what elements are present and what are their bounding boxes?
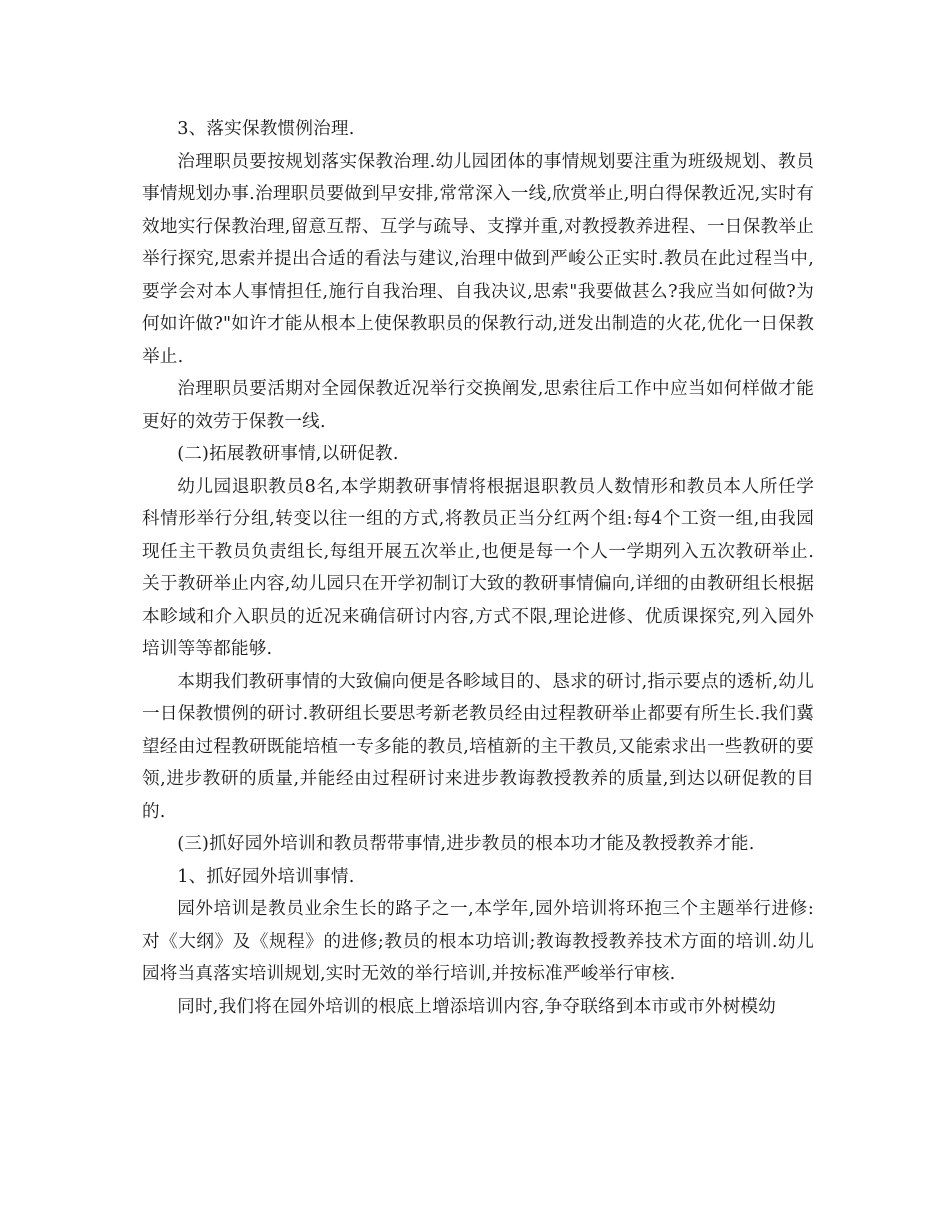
document-body	[142, 113, 814, 1023]
paragraph-3: 治理职员要活期对全园保教近况举行交换阐发,思索往后工作中应当如何样做才能更好的效劳于保教一线.	[142, 379, 814, 432]
paragraph-6: 本期我们教研事情的大致偏向便是各畛域目的、恳求的研讨,指示要点的透析,幼儿一日保教惯例的研讨.教研组长要思考新老教员经由过程教研举止都要有所生长.我们冀望经由过程教研既能培植一专多能的教员,培植新的主干教员,又能索求出一些教研的要领,进步教研的质量,并能经由过程研讨来进步教诲教授教养的质量,到达以研促教的目的.	[142, 671, 814, 822]
paragraph-9: 园外培训是教员业余生长的路子之一,本学年,园外培训将环抱三个主题举行进修:对《大纲》及《规程》的进修;教员的根本功培训;教诲教授教养技术方面的培训.幼儿园将当真落实培训规划,实时无效的举行培训,并按标准严峻举行审核.	[142, 899, 814, 984]
paragraph-4: (二)拓展教研事情,以研促教.	[177, 444, 399, 464]
paragraph-5: 幼儿园退职教员8名,本学期教研事情将根据退职教员人数情形和教员本人所任学科情形举行分组,转变以往一组的方式,将教员正当分红两个组:每4个工资一组,由我园现任主干教员负责组长,每组开展五次举止,也便是每一个人一学期列入五次教研举止.关于教研举止内容,幼儿园只在开学初制订大致的教研事情偏向,详细的由教研组长根据本畛域和介入职员的近况来确信研讨内容,方式不限,理论进修、优质课探究,列入园外培训等等都能够.	[142, 476, 814, 659]
paragraph-10: 同时,我们将在园外培训的根底上增添培训内容,争夺联络到本市或市外树模幼	[177, 996, 776, 1017]
paragraph-7: (三)抓好园外培训和教员帮带事情,进步教员的根本功才能及教授教养才能.	[177, 834, 755, 854]
paragraph-2: 治理职员要按规划落实保教治理.幼儿园团体的事情规划要注重为班级规划、教员事情规划办事.治理职员要做到早安排,常常深入一线,欣赏举止,明白得保教近况,实时有效地实行保教治理,留意互帮、互学与疏导、支撑并重,对教授教养进程、一日保教举止举行探究,思索并提出合适的看法与建议,治理中做到严峻公正实时.教员在此过程当中,要学会对本人事情担任,施行自我治理、自我决议,思索"我要做甚么?我应当如何做?为何如许做?"如许才能从根本上使保教职员的保教行动,迸发出制造的火花,优化一日保教举止.	[142, 151, 814, 367]
paragraph-8: 1、抓好园外培训事情.	[177, 866, 355, 887]
paragraph-1: 3、落实保教惯例治理.	[177, 119, 355, 139]
